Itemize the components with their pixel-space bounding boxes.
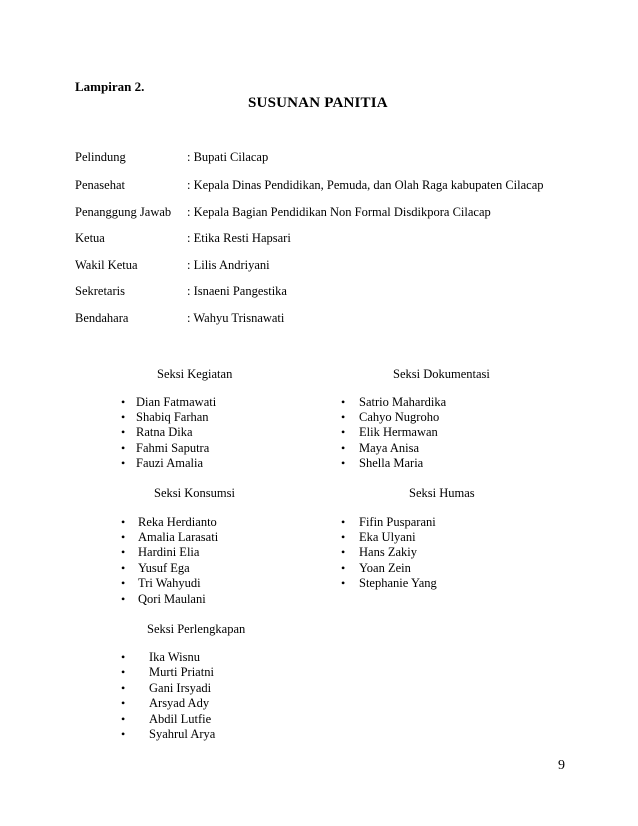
page-title: SUSUNAN PANITIA [248, 95, 388, 111]
role-value: : Kepala Bagian Pendidikan Non Formal Disdikpora Cilacap [187, 205, 491, 219]
list-item: Shabiq Farhan [136, 410, 209, 424]
bullet-icon: • [121, 576, 126, 590]
list-item: Tri Wahyudi [138, 576, 201, 590]
section-title: Seksi Perlengkapan [147, 622, 246, 636]
bullet-icon: • [341, 395, 346, 409]
bullet-icon: • [341, 441, 346, 455]
list-item: Hardini Elia [138, 545, 200, 559]
list-item: Satrio Mahardika [359, 395, 447, 409]
bullet-icon: • [121, 650, 126, 664]
role-value: : Etika Resti Hapsari [187, 231, 291, 245]
list-item: Stephanie Yang [359, 576, 437, 590]
list-item: Reka Herdianto [138, 515, 217, 529]
bullet-icon: • [121, 410, 126, 424]
role-label: Wakil Ketua [75, 258, 138, 272]
role-label: Sekretaris [75, 284, 125, 298]
role-value: : Kepala Dinas Pendidikan, Pemuda, dan Olah Raga kabupaten Cilacap [187, 178, 544, 192]
list-item: Maya Anisa [359, 441, 420, 455]
bullet-icon: • [121, 665, 126, 679]
bullet-icon: • [121, 395, 126, 409]
list-item: Eka Ulyani [359, 530, 416, 544]
role-value: : Isnaeni Pangestika [187, 284, 287, 298]
role-label: Bendahara [75, 311, 129, 325]
bullet-icon: • [341, 456, 346, 470]
appendix-label: Lampiran 2. [75, 79, 145, 94]
list-item: Shella Maria [359, 456, 424, 470]
bullet-icon: • [121, 696, 126, 710]
list-item: Amalia Larasati [138, 530, 219, 544]
role-label: Pelindung [75, 150, 126, 164]
bullet-icon: • [121, 712, 126, 726]
bullet-icon: • [121, 441, 126, 455]
bullet-icon: • [121, 530, 126, 544]
list-item: Yusuf Ega [138, 561, 190, 575]
list-item: Fauzi Amalia [136, 456, 203, 470]
bullet-icon: • [121, 515, 126, 529]
list-item: Arsyad Ady [149, 696, 210, 710]
bullet-icon: • [121, 545, 126, 559]
list-item: Ika Wisnu [149, 650, 200, 664]
bullet-icon: • [121, 456, 126, 470]
bullet-icon: • [121, 561, 126, 575]
list-item: Yoan Zein [359, 561, 411, 575]
list-item: Cahyo Nugroho [359, 410, 440, 424]
section-title: Seksi Kegiatan [157, 367, 233, 381]
bullet-icon: • [121, 727, 126, 741]
list-item: Syahrul Arya [149, 727, 216, 741]
bullet-icon: • [121, 425, 126, 439]
bullet-icon: • [341, 545, 346, 559]
role-value: : Wahyu Trisnawati [187, 311, 285, 325]
list-item: Ratna Dika [136, 425, 193, 439]
section-title: Seksi Humas [409, 486, 475, 500]
list-item: Fifin Pusparani [359, 515, 436, 529]
list-item: Murti Priatni [149, 665, 214, 679]
page-number: 9 [558, 758, 565, 773]
bullet-icon: • [341, 561, 346, 575]
role-label: Penanggung Jawab [75, 205, 172, 219]
bullet-icon: • [341, 515, 346, 529]
bullet-icon: • [341, 530, 346, 544]
list-item: Qori Maulani [138, 592, 206, 606]
role-value: : Bupati Cilacap [187, 150, 269, 164]
section-title: Seksi Konsumsi [154, 486, 235, 500]
bullet-icon: • [341, 410, 346, 424]
list-item: Abdil Lutfie [149, 712, 212, 726]
list-item: Gani Irsyadi [149, 681, 212, 695]
role-label: Penasehat [75, 178, 125, 192]
bullet-icon: • [341, 576, 346, 590]
bullet-icon: • [121, 681, 126, 695]
list-item: Fahmi Saputra [136, 441, 210, 455]
role-value: : Lilis Andriyani [187, 258, 270, 272]
list-item: Elik Hermawan [359, 425, 438, 439]
list-item: Dian Fatmawati [136, 395, 217, 409]
role-label: Ketua [75, 231, 105, 245]
bullet-icon: • [341, 425, 346, 439]
section-title: Seksi Dokumentasi [393, 367, 490, 381]
bullet-icon: • [121, 592, 126, 606]
list-item: Hans Zakiy [359, 545, 417, 559]
